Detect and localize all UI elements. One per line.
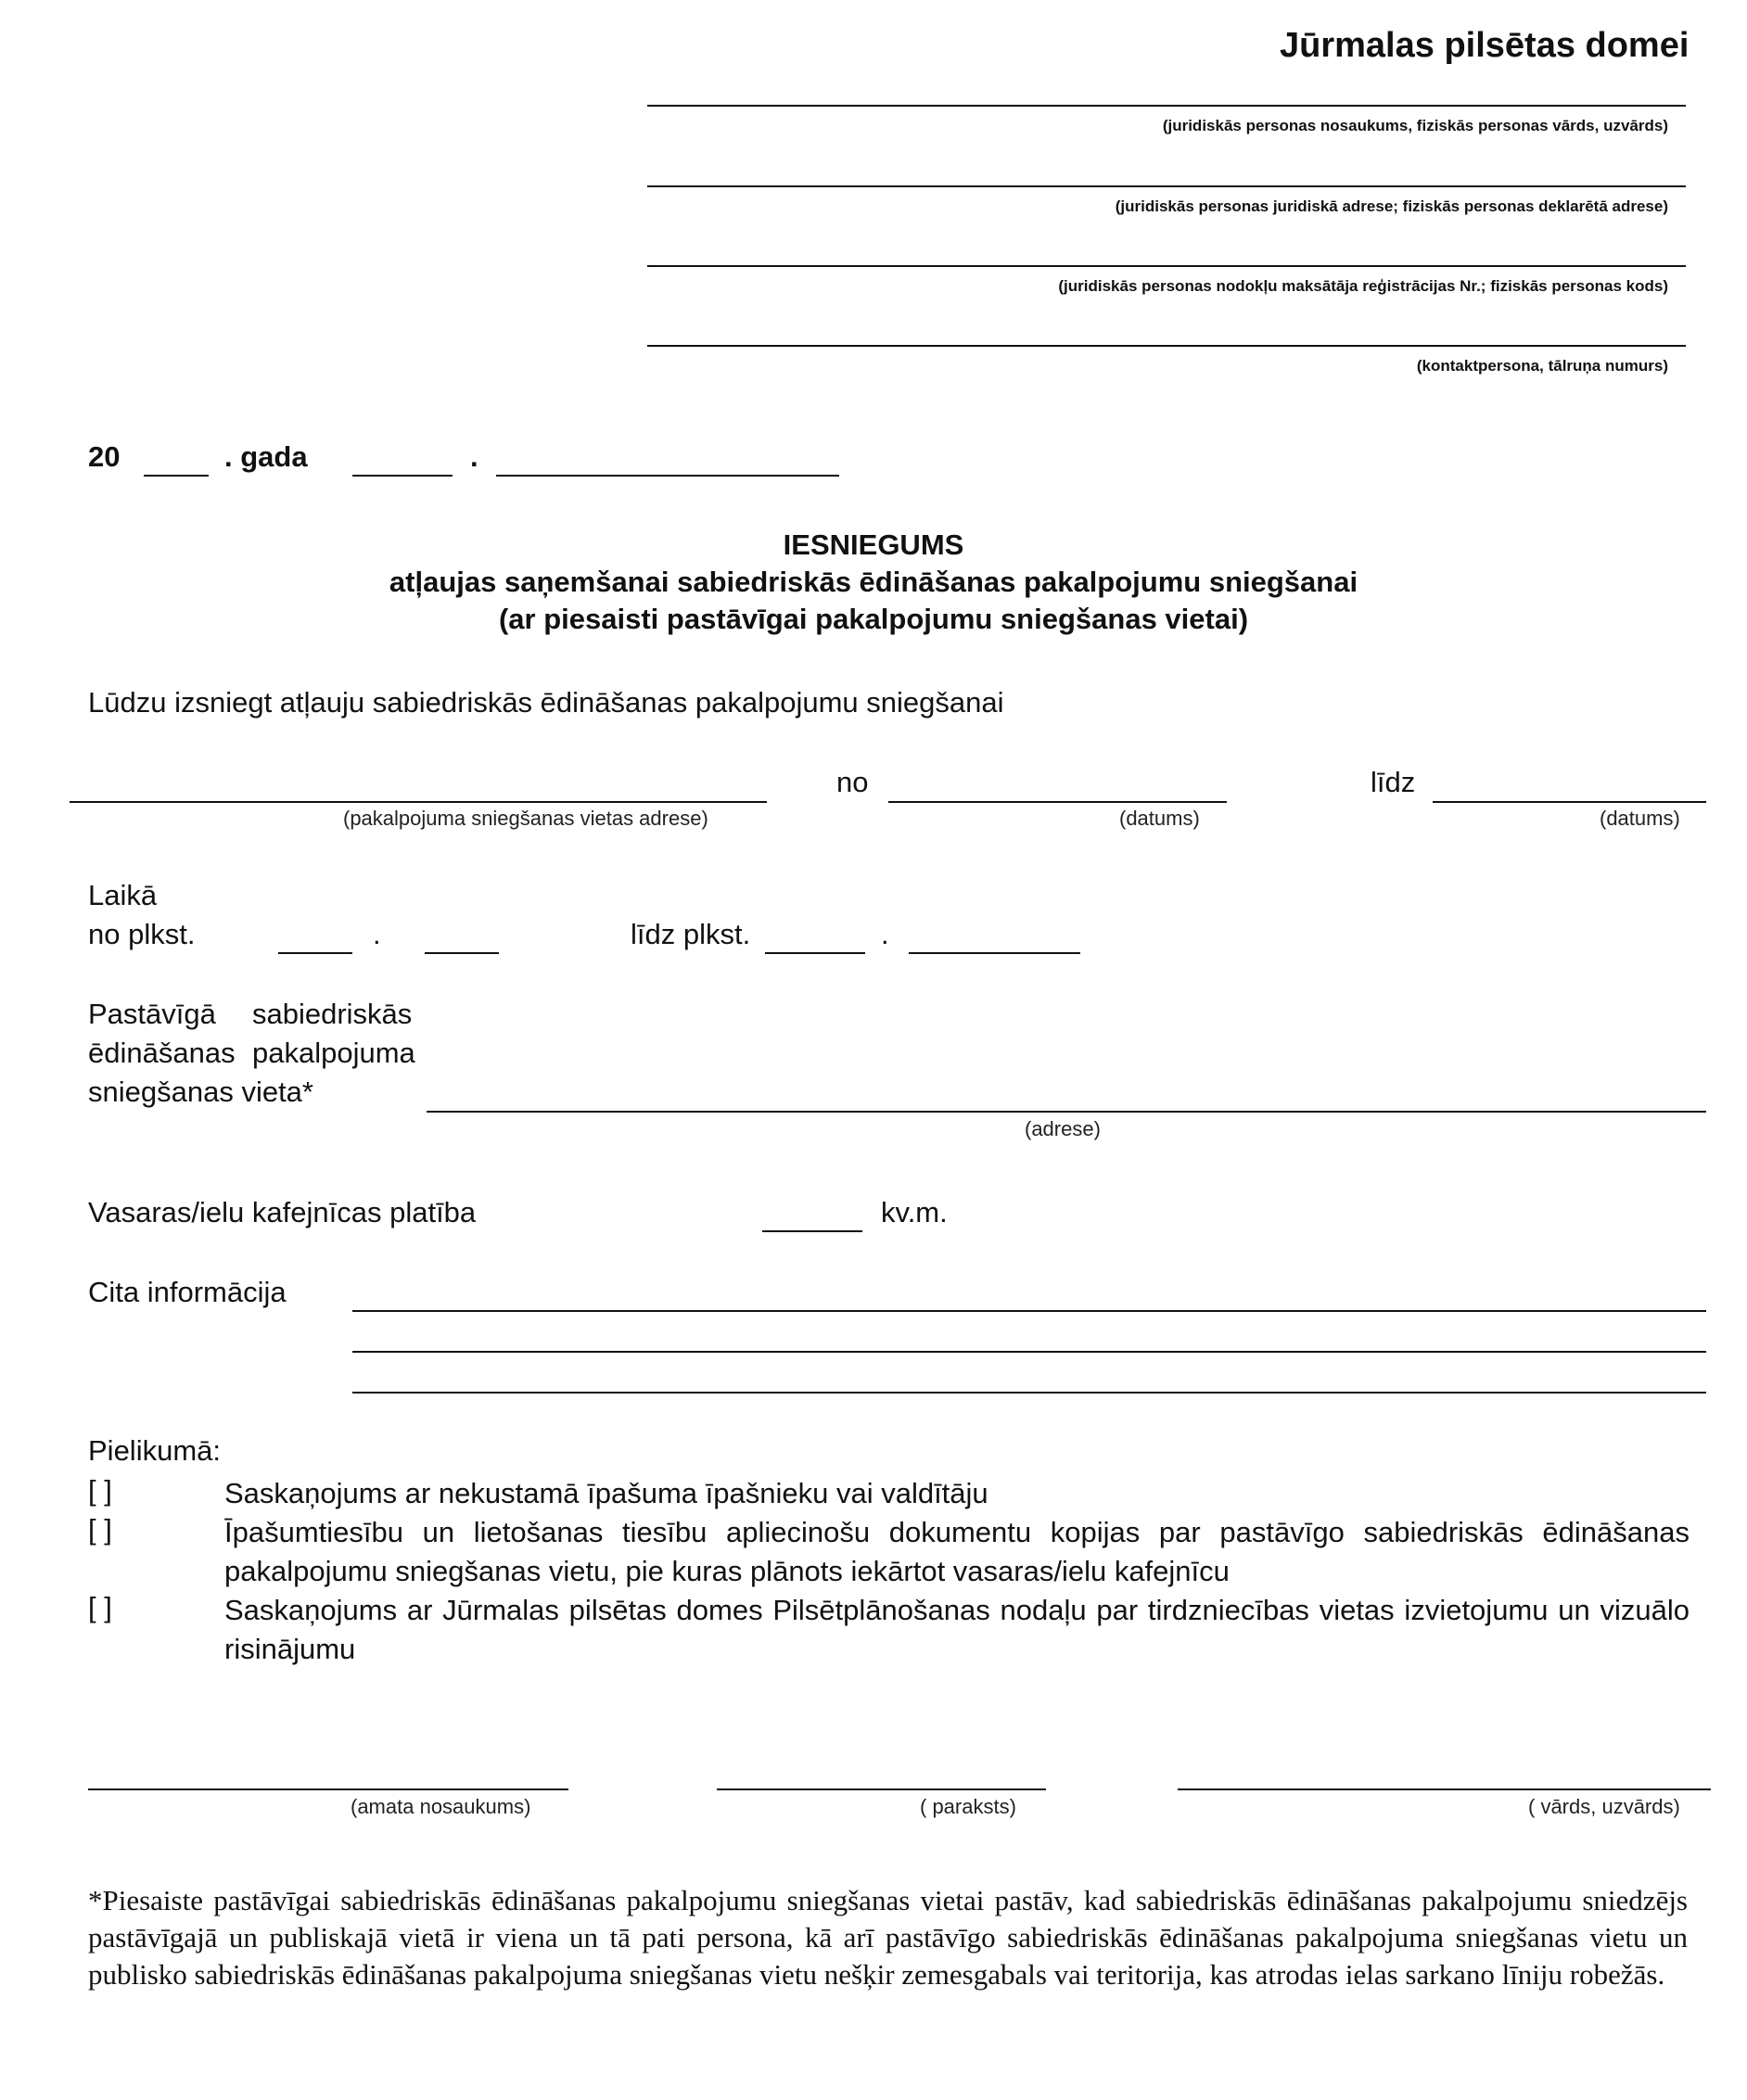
document-title-line3: (ar piesaisti pastāvīgai pakalpojumu sniegšanas vietai)	[498, 603, 1249, 635]
other-info-line-2[interactable]	[352, 1351, 1706, 1353]
service-address-line[interactable]	[70, 801, 767, 803]
permanent-place-label-1a: Pastāvīgā	[88, 998, 216, 1030]
to-date-line[interactable]	[1433, 801, 1706, 803]
position-line[interactable]	[88, 1788, 568, 1790]
applicant-registration-caption: (juridiskās personas nodokļu maksātāja reģistrācijas Nr.; fiziskās personas kods)	[1058, 277, 1668, 295]
time-from-minutes[interactable]	[425, 952, 499, 954]
time-label: Laikā	[88, 879, 158, 911]
signature-caption: ( paraksts)	[920, 1795, 1016, 1818]
from-date-caption: (datums)	[1119, 807, 1200, 830]
date-year-prefix: 20	[88, 440, 121, 473]
attachment-text-3: Saskaņojums ar Jūrmalas pilsētas domes Pilsētplānošanas nodaļu par tirdzniecības vietas izvietojumu un vizuālo risinājumu	[224, 1594, 1690, 1665]
date-dot: .	[470, 440, 478, 473]
from-date-line[interactable]	[888, 801, 1227, 803]
applicant-address-caption: (juridiskās personas juridiskā adrese; fiziskās personas deklarētā adrese)	[1115, 197, 1668, 215]
time-from-hours[interactable]	[278, 952, 352, 954]
time-to-label: līdz plkst.	[631, 918, 751, 950]
applicant-registration-line[interactable]	[647, 265, 1686, 267]
attachment-checkbox-3[interactable]: [ ]	[88, 1591, 112, 1623]
attachment-text-2: Īpašumtiesību un lietošanas tiesību apliecinošu dokumentu kopijas par pastāvīgo sabiedriskās ēdināšanas pakalpojumu sniegšanas vietu, pie kuras plānots iekārtot vasaras/ielu kafejnīcu	[224, 1516, 1690, 1587]
from-date-label: no	[836, 766, 869, 798]
other-info-line-3[interactable]	[352, 1392, 1706, 1394]
time-to-dot: .	[881, 918, 889, 950]
name-line[interactable]	[1178, 1788, 1711, 1790]
applicant-name-caption: (juridiskās personas nosaukums, fiziskās personas vārds, uzvārds)	[1162, 117, 1668, 134]
permanent-place-label-2a: ēdināšanas	[88, 1037, 236, 1069]
document-title-line2: atļaujas saņemšanai sabiedriskās ēdināšanas pakalpojumu sniegšanai	[389, 566, 1358, 598]
applicant-contact-line[interactable]	[647, 345, 1686, 347]
time-from-label: no plkst.	[88, 918, 196, 950]
date-month-blank[interactable]	[496, 475, 839, 477]
applicant-contact-caption: (kontaktpersona, tālruņa numurs)	[1416, 357, 1668, 375]
recipient-title: Jūrmalas pilsētas domei	[1280, 26, 1690, 65]
date-gada-label: . gada	[224, 440, 308, 473]
permanent-place-label-2b: pakalpojuma	[252, 1037, 415, 1069]
permanent-place-label-3: sniegšanas vieta*	[88, 1075, 313, 1108]
attachments-heading: Pielikumā:	[88, 1434, 221, 1467]
service-address-caption: (pakalpojuma sniegšanas vietas adrese)	[343, 807, 708, 830]
area-label: Vasaras/ielu kafejnīcas platība	[88, 1196, 477, 1228]
applicant-name-line[interactable]	[647, 105, 1686, 107]
time-to-hours[interactable]	[765, 952, 865, 954]
area-unit: kv.m.	[881, 1196, 948, 1228]
area-value-line[interactable]	[762, 1230, 862, 1232]
time-from-dot: .	[373, 918, 381, 950]
permanent-place-address-line[interactable]	[427, 1111, 1706, 1113]
footnote: *Piesaiste pastāvīgai sabiedriskās ēdināšanas pakalpojumu sniegšanas vietai pastāv, kad sabiedriskās ēdināšanas pakalpojumu sniedzējs pastāvīgajā un publiskajā vietā ir viena un tā pati persona, kā arī pastāvīgo sabiedriskās ēdināšanas pakalpojuma sniegšanas vietu un publisko sabiedriskās ēdināšanas pakalpojuma sniegšanas vietu nešķir zemesgabals vai teritorija, kas atrodas ielas sarkano līniju robežās.	[88, 1884, 1688, 1991]
date-year-blank[interactable]	[144, 475, 209, 477]
attachment-text-1: Saskaņojums ar nekustamā īpašuma īpašnieku vai valdītāju	[224, 1477, 988, 1509]
other-info-line-1[interactable]	[352, 1310, 1706, 1312]
document-title	[0, 527, 1747, 638]
permanent-place-label-1b: sabiedriskās	[252, 998, 413, 1030]
document-title-main: IESNIEGUMS	[783, 528, 964, 561]
time-to-minutes[interactable]	[909, 952, 1080, 954]
request-text: Lūdzu izsniegt atļauju sabiedriskās ēdināšanas pakalpojumu sniegšanai	[88, 686, 1004, 719]
position-caption: (amata nosaukums)	[351, 1795, 531, 1818]
signature-line[interactable]	[717, 1788, 1046, 1790]
permanent-place-caption: (adrese)	[1025, 1117, 1101, 1140]
attachment-checkbox-2[interactable]: [ ]	[88, 1513, 112, 1546]
other-info-label: Cita informācija	[88, 1276, 287, 1308]
to-date-caption: (datums)	[1600, 807, 1680, 830]
attachment-checkbox-1[interactable]: [ ]	[88, 1474, 112, 1507]
date-day-blank[interactable]	[352, 475, 453, 477]
name-caption: ( vārds, uzvārds)	[1528, 1795, 1680, 1818]
to-date-label: līdz	[1371, 766, 1416, 798]
applicant-address-line[interactable]	[647, 185, 1686, 187]
